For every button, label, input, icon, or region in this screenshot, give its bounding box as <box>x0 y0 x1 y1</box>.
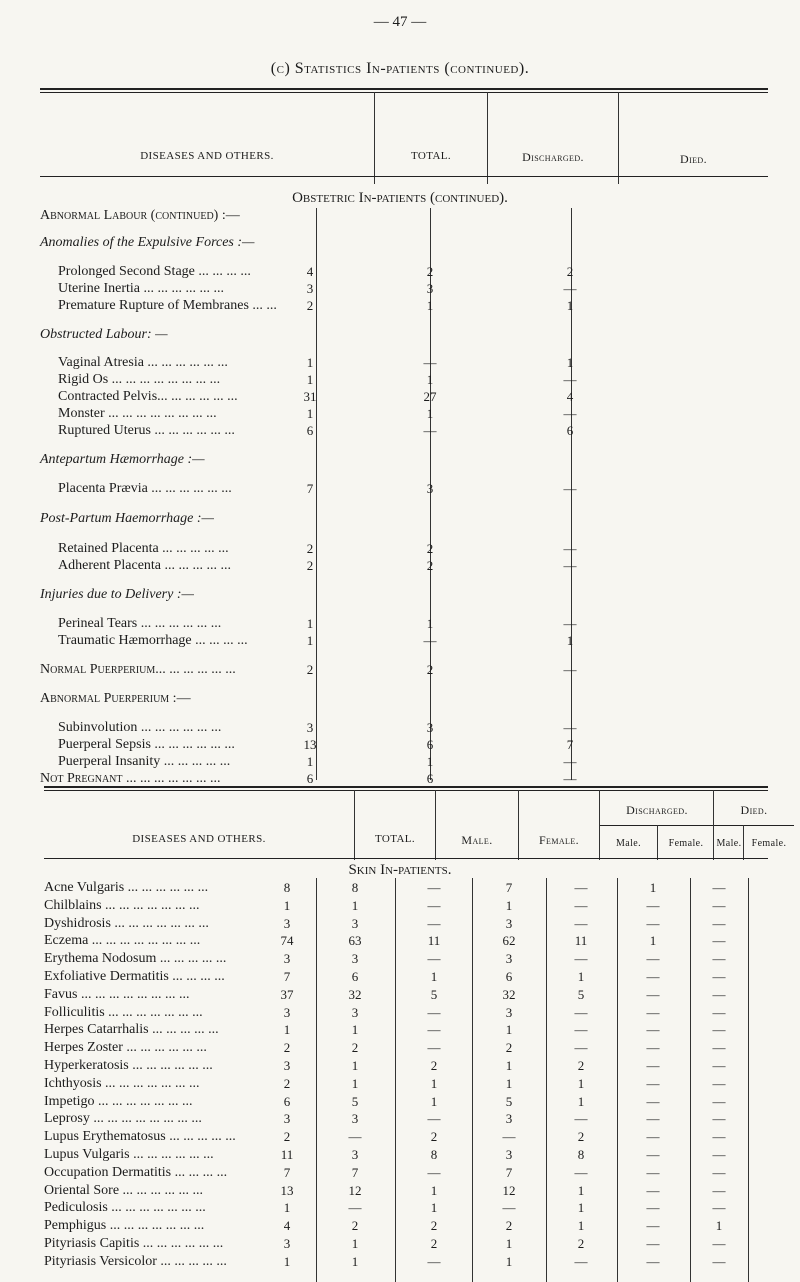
table1-row-label: Monster ... ... ... ... ... ... ... ... <box>58 406 217 421</box>
table1-row-label: Not Pregnant ... ... ... ... ... ... ... <box>40 771 221 786</box>
table2-cell-discharged-male: 3 <box>505 1147 513 1162</box>
table1-row-label: Contracted Pelvis... ... ... ... ... ... <box>58 389 238 404</box>
table2-cell-died-male: — <box>646 1236 660 1251</box>
table2-cell-male: 6 <box>351 969 359 984</box>
table2-cell-discharged-female: — <box>574 951 588 967</box>
table2-cell-female: 2 <box>430 1218 438 1234</box>
table2-cell-died-female: — <box>712 880 726 895</box>
table2-header-discharged: Discharged. <box>626 803 688 817</box>
table2-cell-died-female: — <box>712 1182 726 1198</box>
table2-cell-discharged-female: 1 <box>577 1218 585 1234</box>
table2-cell-died-male: — <box>646 951 660 967</box>
table2-row-label: Herpes Catarrhalis ... ... ... ... ... <box>44 1022 219 1038</box>
table2-col-rule <box>748 878 749 1282</box>
table2-row-label: Pemphigus ... ... ... ... ... ... ... <box>44 1218 205 1234</box>
table1-cell-total: 2 <box>306 662 314 677</box>
table2-cell-discharged-female: 1 <box>577 1182 585 1198</box>
table2-col-rule <box>435 790 436 860</box>
table1-row-label: Premature Rupture of Membranes ... ... <box>58 298 277 313</box>
table2-row-label: Exfoliative Dermatitis ... ... ... ... <box>44 969 225 984</box>
table1-header-died: Died. <box>680 152 707 166</box>
table2-cell-died-male: — <box>646 1022 660 1038</box>
table2-cell-died-male: — <box>646 1147 660 1162</box>
table2-cell-female: 2 <box>430 1129 438 1145</box>
table2-row-label: Dyshidrosis ... ... ... ... ... ... ... <box>44 915 209 931</box>
table1-cell-total: 7 <box>306 481 314 496</box>
table2-cell-female: 2 <box>430 1236 438 1251</box>
table2-cell-female: — <box>427 1004 441 1020</box>
table2-cell-discharged-male: 1 <box>505 1058 513 1073</box>
table2-col-rule <box>713 790 714 860</box>
table2-cell-discharged-male: 3 <box>505 1004 513 1020</box>
table1-cell-discharged: 1 <box>426 754 434 769</box>
table2-cell-male: 7 <box>351 1164 359 1180</box>
table1-cell-discharged: 2 <box>426 662 434 677</box>
table2-cell-total: 74 <box>280 933 294 949</box>
table2-cell-female: — <box>427 1040 441 1056</box>
table2-cell-discharged-female: 1 <box>577 1200 585 1216</box>
table2-cell-female: 1 <box>430 1200 438 1216</box>
table2-col-rule <box>743 825 744 860</box>
table1-row-label: Post-Partum Haemorrhage :— <box>40 511 214 526</box>
table2-cell-male: 32 <box>348 986 362 1002</box>
table1-row-label: Puerperal Insanity ... ... ... ... ... <box>58 754 231 769</box>
table1-cell-total: 1 <box>306 355 314 370</box>
table2-cell-died-female: — <box>712 915 726 931</box>
table2-cell-male: 3 <box>351 915 359 931</box>
table2-cell-female: 11 <box>427 933 441 949</box>
table2-cell-died-male: — <box>646 1093 660 1109</box>
table2-col-rule <box>395 878 396 1282</box>
table1-row-label: Abnormal Labour (continued) :— <box>40 208 240 223</box>
table2-header-died: Died. <box>740 803 768 817</box>
table2-row-label: Herpes Zoster ... ... ... ... ... ... <box>44 1040 207 1056</box>
table1-cell-total: 3 <box>306 720 314 735</box>
table2-cell-total: 3 <box>283 1058 291 1073</box>
table2-cell-died-female: — <box>712 933 726 949</box>
table2-cell-discharged-male: 1 <box>505 1236 513 1251</box>
table1-row-label: Obstructed Labour: — <box>40 327 168 342</box>
table1-row-label: Uterine Inertia ... ... ... ... ... ... <box>58 281 225 296</box>
table2-cell-discharged-male: 5 <box>505 1093 513 1109</box>
table2-cell-total: 6 <box>283 1093 291 1109</box>
table1-cell-discharged: 1 <box>426 406 434 421</box>
table2-cell-died-male: — <box>646 1200 660 1216</box>
table2-cell-discharged-female: 1 <box>577 1075 585 1091</box>
table2-col-rule <box>657 825 658 860</box>
table2-cell-discharged-female: 2 <box>577 1058 585 1073</box>
table2-cell-discharged-female: 11 <box>574 933 588 949</box>
table2-cell-female: — <box>427 880 441 895</box>
table1-cell-total: 1 <box>306 372 314 387</box>
table2-cell-died-male: 1 <box>649 880 657 895</box>
table2-cell-total: 2 <box>283 1129 291 1145</box>
table1-top-rule-thin <box>40 92 768 93</box>
table2-row-label: Pediculosis ... ... ... ... ... ... ... <box>44 1200 206 1216</box>
table1-cell-discharged: — <box>423 633 437 648</box>
table2-cell-died-male: — <box>646 1182 660 1198</box>
table2-cell-male: 3 <box>351 951 359 967</box>
table1-header-discharged: Discharged. <box>522 150 584 164</box>
table2-cell-female: — <box>427 897 441 913</box>
table2-col-rule <box>518 790 519 860</box>
table2-cell-died-male: — <box>646 1040 660 1056</box>
table2-header-male: Male. <box>461 833 493 847</box>
table2-cell-male: 12 <box>348 1182 362 1198</box>
table1-cell-died: — <box>563 616 577 631</box>
table2-col-rule <box>599 790 600 860</box>
table2-cell-died-female: — <box>712 1147 726 1162</box>
table2-row-label: Folliculitis ... ... ... ... ... ... ... <box>44 1004 203 1020</box>
table2-subheader-rule <box>600 825 794 826</box>
table2-cell-died-female: — <box>712 897 726 913</box>
table1-cell-died: 1 <box>566 633 574 648</box>
table2-cell-discharged-male: 62 <box>502 933 516 949</box>
table2-row-label: Erythema Nodosum ... ... ... ... ... <box>44 951 227 967</box>
table1-cell-total: 6 <box>306 771 314 786</box>
table2-cell-discharged-male: 7 <box>505 880 513 895</box>
table1-row-label: Traumatic Hæmorrhage ... ... ... ... <box>58 633 248 648</box>
table2-cell-discharged-male: 1 <box>505 1253 513 1269</box>
table2-cell-discharged-female: 2 <box>577 1129 585 1145</box>
table1-cell-discharged: 1 <box>426 298 434 313</box>
table1-row-label: Rigid Os ... ... ... ... ... ... ... ... <box>58 372 221 387</box>
table1-cell-died: — <box>563 771 577 786</box>
table2-top-rule <box>44 786 768 788</box>
table2-cell-female: 2 <box>430 1058 438 1073</box>
table1-cell-died: 7 <box>566 737 574 752</box>
table2-cell-died-male: — <box>646 1058 660 1073</box>
table2-cell-discharged-male: 7 <box>505 1164 513 1180</box>
table2-cell-total: 13 <box>280 1182 294 1198</box>
table2-cell-total: 8 <box>283 880 291 895</box>
table1-cell-died: 2 <box>566 264 574 279</box>
table2-cell-discharged-female: 2 <box>577 1236 585 1251</box>
table1-cell-died: 1 <box>566 355 574 370</box>
table1-cell-died: 6 <box>566 423 574 438</box>
table2-col-rule <box>690 878 691 1282</box>
table2-cell-died-female: 1 <box>715 1218 723 1234</box>
table1-cell-total: 6 <box>306 423 314 438</box>
table2-cell-female: — <box>427 1111 441 1127</box>
table2-cell-discharged-female: — <box>574 1022 588 1038</box>
table2-cell-total: 7 <box>283 969 291 984</box>
table1-row-label: Perineal Tears ... ... ... ... ... ... <box>58 616 222 631</box>
table2-cell-discharged-female: 8 <box>577 1147 585 1162</box>
table2-cell-discharged-female: 1 <box>577 1093 585 1109</box>
table2-cell-male: 1 <box>351 1022 359 1038</box>
table2-cell-died-male: — <box>646 897 660 913</box>
table2-cell-male: 3 <box>351 1004 359 1020</box>
table2-cell-died-male: — <box>646 969 660 984</box>
table2-header-female: Female. <box>538 833 580 847</box>
table1-cell-discharged: — <box>423 423 437 438</box>
table1-row-label: Ruptured Uterus ... ... ... ... ... ... <box>58 423 235 438</box>
table2-cell-died-female: — <box>712 1004 726 1020</box>
table2-row-label: Favus ... ... ... ... ... ... ... ... <box>44 986 190 1002</box>
table2-cell-discharged-female: 5 <box>577 986 585 1002</box>
table2-cell-died-male: — <box>646 1075 660 1091</box>
table2-cell-discharged-male: — <box>502 1200 516 1216</box>
table2-cell-total: 3 <box>283 951 291 967</box>
page-subtitle: (c) Statistics In-patients (continued). <box>270 60 530 77</box>
table2-cell-female: — <box>427 1022 441 1038</box>
table2-cell-discharged-male: 3 <box>505 951 513 967</box>
table2-col-rule <box>472 878 473 1282</box>
table2-cell-died-female: — <box>712 1129 726 1145</box>
table2-cell-total: 11 <box>280 1147 294 1162</box>
table1-cell-discharged: 2 <box>426 558 434 573</box>
table2-cell-male: 2 <box>351 1040 359 1056</box>
table2-cell-discharged-male: 32 <box>502 986 516 1002</box>
table2-header-rule <box>44 858 768 859</box>
table2-cell-discharged-male: 2 <box>505 1040 513 1056</box>
table2-cell-total: 4 <box>283 1218 291 1234</box>
table1-row-label: Normal Puerperium... ... ... ... ... ... <box>40 662 236 677</box>
table2-cell-female: — <box>427 1164 441 1180</box>
table1-cell-died: — <box>563 558 577 573</box>
table2-cell-discharged-female: — <box>574 1040 588 1056</box>
table2-cell-discharged-female: — <box>574 1111 588 1127</box>
table1-row-label: Abnormal Puerperium :— <box>40 691 191 706</box>
table2-cell-female: 1 <box>430 1075 438 1091</box>
table2-header-total: TOTAL. <box>374 833 416 845</box>
table1-cell-total: 2 <box>306 541 314 556</box>
table1-cell-total: 4 <box>306 264 314 279</box>
table2-cell-male: 63 <box>348 933 362 949</box>
table2-header-discharged-female: Female. <box>668 838 704 849</box>
table2-cell-died-female: — <box>712 1111 726 1127</box>
table2-cell-died-female: — <box>712 1200 726 1216</box>
table2-row-label: Lupus Vulgaris ... ... ... ... ... ... <box>44 1147 214 1162</box>
table1-cell-died: — <box>563 406 577 421</box>
table2-cell-discharged-female: — <box>574 1004 588 1020</box>
table1-row-label: Prolonged Second Stage ... ... ... ... <box>58 264 251 279</box>
table1-cell-died: 4 <box>566 389 574 404</box>
table2-cell-discharged-male: 3 <box>505 915 513 931</box>
table2-cell-male: 8 <box>351 880 359 895</box>
table1-row-label: Adherent Placenta ... ... ... ... ... <box>58 558 232 573</box>
table2-cell-male: 1 <box>351 1075 359 1091</box>
table1-cell-total: 2 <box>306 558 314 573</box>
table2-row-label: Chilblains ... ... ... ... ... ... ... <box>44 897 200 913</box>
table2-cell-female: — <box>427 1253 441 1269</box>
table1-row-label: Injuries due to Delivery :— <box>40 587 194 602</box>
table2-cell-female: — <box>427 951 441 967</box>
table2-cell-died-female: — <box>712 1075 726 1091</box>
table2-cell-male: 5 <box>351 1093 359 1109</box>
table1-cell-died: — <box>563 372 577 387</box>
table1-row-label: Placenta Prævia ... ... ... ... ... ... <box>58 481 232 496</box>
table2-cell-discharged-male: — <box>502 1129 516 1145</box>
table2-cell-died-female: — <box>712 1022 726 1038</box>
table2-col-rule <box>354 790 355 860</box>
table1-cell-total: 1 <box>306 616 314 631</box>
table2-row-label: Hyperkeratosis ... ... ... ... ... ... <box>44 1058 213 1073</box>
table2-cell-died-male: — <box>646 1164 660 1180</box>
table2-cell-total: 1 <box>283 1200 291 1216</box>
table2-cell-male: 2 <box>351 1218 359 1234</box>
table2-cell-discharged-female: 1 <box>577 969 585 984</box>
table2-cell-total: 3 <box>283 1004 291 1020</box>
table1-cell-discharged: 1 <box>426 616 434 631</box>
table2-cell-died-male: — <box>646 1004 660 1020</box>
table1-row-label: Vaginal Atresia ... ... ... ... ... ... <box>58 355 228 370</box>
table2-cell-discharged-female: — <box>574 1253 588 1269</box>
table1-cell-total: 1 <box>306 754 314 769</box>
table1-cell-total: 1 <box>306 633 314 648</box>
table2-top-rule-thin <box>44 790 768 791</box>
table1-cell-died: — <box>563 720 577 735</box>
table2-cell-total: 1 <box>283 1022 291 1038</box>
table1-top-rule <box>40 88 768 90</box>
table2-row-label: Pityriasis Versicolor ... ... ... ... ... <box>44 1253 227 1269</box>
table1-row-label: Subinvolution ... ... ... ... ... ... <box>58 720 222 735</box>
table1-cell-died: — <box>563 281 577 296</box>
table2-cell-died-female: — <box>712 969 726 984</box>
table1-cell-discharged: 1 <box>426 372 434 387</box>
table1-cell-total: 2 <box>306 298 314 313</box>
table2-cell-male: 1 <box>351 1253 359 1269</box>
table1-cell-died: — <box>563 662 577 677</box>
table1-col-rule <box>374 92 375 184</box>
table2-cell-died-female: — <box>712 1164 726 1180</box>
table1-cell-discharged: 6 <box>426 737 434 752</box>
table2-cell-male: 1 <box>351 897 359 913</box>
table2-cell-total: 1 <box>283 1253 291 1269</box>
table2-cell-total: 3 <box>283 1111 291 1127</box>
table2-cell-male: 3 <box>351 1111 359 1127</box>
table2-cell-female: 8 <box>430 1147 438 1162</box>
table2-cell-male: 1 <box>351 1058 359 1073</box>
table1-cell-discharged: — <box>423 355 437 370</box>
table2-cell-total: 3 <box>283 915 291 931</box>
table2-cell-died-male: — <box>646 1253 660 1269</box>
table2-cell-male: — <box>348 1129 362 1145</box>
table2-cell-total: 3 <box>283 1236 291 1251</box>
table2-cell-female: 1 <box>430 1093 438 1109</box>
table2-header-died-male: Male. <box>716 838 742 849</box>
table2-cell-female: 1 <box>430 1182 438 1198</box>
table2-row-label: Impetigo ... ... ... ... ... ... ... <box>44 1093 193 1109</box>
table1-cell-died: — <box>563 481 577 496</box>
table1-row-label: Retained Placenta ... ... ... ... ... <box>58 541 229 556</box>
table2-col-rule <box>546 878 547 1282</box>
table1-cell-died: 1 <box>566 298 574 313</box>
table2-cell-male: 1 <box>351 1236 359 1251</box>
table2-cell-male: — <box>348 1200 362 1216</box>
table1-col-rule <box>618 92 619 184</box>
table2-col-rule <box>617 878 618 1282</box>
table1-cell-discharged: 3 <box>426 281 434 296</box>
table1-cell-discharged: 27 <box>423 389 437 404</box>
table2-cell-discharged-male: 1 <box>505 897 513 913</box>
table2-header-discharged-male: Male. <box>615 838 642 849</box>
table1-row-label: Antepartum Hæmorrhage :— <box>40 452 205 467</box>
table2-cell-discharged-female: — <box>574 897 588 913</box>
table2-cell-discharged-male: 2 <box>505 1218 513 1234</box>
table1-cell-total: 31 <box>303 389 317 404</box>
table2-row-label: Eczema ... ... ... ... ... ... ... ... <box>44 933 201 949</box>
table2-cell-died-male: — <box>646 915 660 931</box>
table2-cell-died-male: — <box>646 1218 660 1234</box>
table2-cell-died-female: — <box>712 1236 726 1251</box>
table2-header-died-female: Female. <box>751 838 787 849</box>
table2-section-title: Skin In-patients. <box>348 862 452 878</box>
table2-row-label: Acne Vulgaris ... ... ... ... ... ... <box>44 880 209 895</box>
table1-cell-discharged: 3 <box>426 720 434 735</box>
table2-cell-died-male: — <box>646 986 660 1002</box>
table2-cell-male: 3 <box>351 1147 359 1162</box>
table2-cell-died-male: — <box>646 1129 660 1145</box>
table1-cell-discharged: 2 <box>426 264 434 279</box>
table2-row-label: Pityriasis Capitis ... ... ... ... ... ... <box>44 1236 224 1251</box>
table1-col-rule <box>487 92 488 184</box>
table2-cell-total: 1 <box>283 897 291 913</box>
table1-header-total: TOTAL. <box>410 150 452 162</box>
table1-row-label: Puerperal Sepsis ... ... ... ... ... ... <box>58 737 235 752</box>
table2-row-label: Lupus Erythematosus ... ... ... ... ... <box>44 1129 236 1145</box>
table2-cell-died-female: — <box>712 1093 726 1109</box>
table2-cell-died-female: — <box>712 1040 726 1056</box>
table1-cell-total: 1 <box>306 406 314 421</box>
table2-cell-discharged-female: — <box>574 1164 588 1180</box>
table2-row-label: Leprosy ... ... ... ... ... ... ... ... <box>44 1111 202 1127</box>
table2-cell-discharged-female: — <box>574 915 588 931</box>
table2-row-label: Oriental Sore ... ... ... ... ... ... <box>44 1182 204 1198</box>
table2-cell-total: 2 <box>283 1075 291 1091</box>
table2-cell-total: 7 <box>283 1164 291 1180</box>
table1-cell-discharged: 2 <box>426 541 434 556</box>
table2-cell-total: 2 <box>283 1040 291 1056</box>
table2-cell-discharged-male: 6 <box>505 969 513 984</box>
table2-cell-died-female: — <box>712 1058 726 1073</box>
table2-cell-discharged-male: 1 <box>505 1075 513 1091</box>
page-number: — 47 — <box>373 14 427 30</box>
table2-cell-discharged-male: 3 <box>505 1111 513 1127</box>
table1-cell-died: — <box>563 754 577 769</box>
table1-cell-total: 3 <box>306 281 314 296</box>
table2-cell-female: 1 <box>430 969 438 984</box>
table1-cell-discharged: 3 <box>426 481 434 496</box>
table2-cell-died-male: 1 <box>649 933 657 949</box>
table2-cell-discharged-male: 12 <box>502 1182 516 1198</box>
table1-header-diseases: DISEASES AND OTHERS. <box>140 150 274 162</box>
table2-cell-female: 5 <box>430 986 438 1002</box>
table2-col-rule <box>316 878 317 1282</box>
table2-header-diseases: DISEASES AND OTHERS. <box>132 833 266 845</box>
table2-cell-died-male: — <box>646 1111 660 1127</box>
table2-cell-discharged-male: 1 <box>505 1022 513 1038</box>
table1-cell-discharged: 6 <box>426 771 434 786</box>
table2-cell-discharged-female: — <box>574 880 588 895</box>
table2-cell-total: 37 <box>280 986 294 1002</box>
table2-cell-died-female: — <box>712 1253 726 1269</box>
table1-row-label: Anomalies of the Expulsive Forces :— <box>40 235 255 250</box>
table2-row-label: Occupation Dermatitis ... ... ... ... <box>44 1164 228 1180</box>
table1-header-rule <box>40 176 768 177</box>
table2-cell-died-female: — <box>712 986 726 1002</box>
table2-row-label: Ichthyosis ... ... ... ... ... ... ... <box>44 1075 200 1091</box>
table1-cell-died: — <box>563 541 577 556</box>
table1-section-title: Obstetric In-patients (continued). <box>292 190 508 206</box>
table2-cell-female: — <box>427 915 441 931</box>
table2-cell-died-female: — <box>712 951 726 967</box>
table1-cell-total: 13 <box>303 737 317 752</box>
